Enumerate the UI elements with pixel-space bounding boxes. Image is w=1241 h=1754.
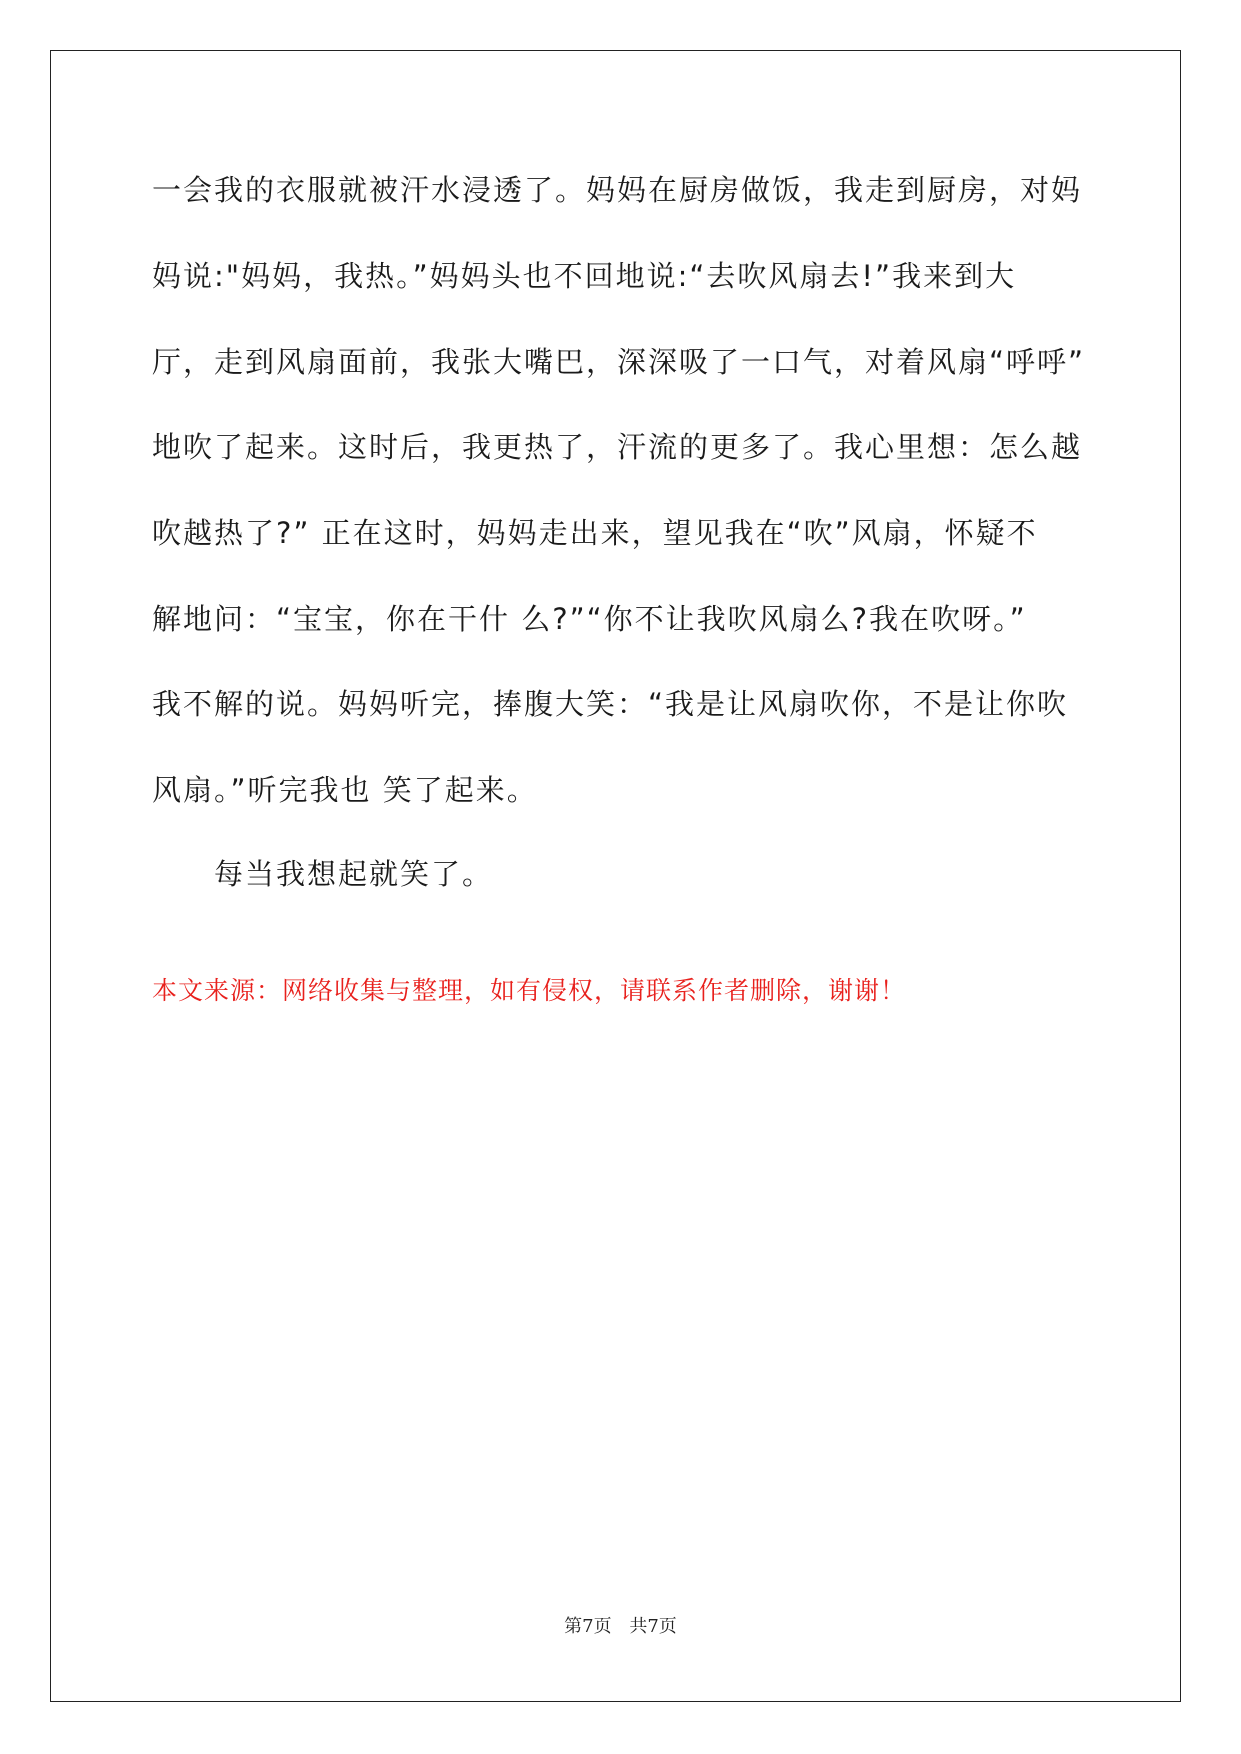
closing-paragraph: 每当我想起就笑了。 — [214, 857, 494, 891]
paragraph-line: 厅，走到风扇面前，我张大嘴巴，深深吸了一口气，对着风扇“呼呼” — [152, 345, 1086, 379]
page-footer — [0, 1618, 1241, 1636]
paragraph-line: 吹越热了?” 正在这时，妈妈走出来，望见我在“吹”风扇，怀疑不 — [152, 516, 1038, 550]
paragraph-line: 风扇。”听完我也 笑了起来。 — [152, 773, 538, 807]
paragraph-line: 妈说:"妈妈，我热。”妈妈头也不回地说:“去吹风扇去!”我来到大 — [152, 259, 1017, 293]
paragraph-line: 解地问：“宝宝，你在干什 么?”“你不让我吹风扇么?我在吹呀。” — [152, 602, 1027, 636]
paragraph-line: 一会我的衣服就被汗水浸透了。妈妈在厨房做饭，我走到厨房，对妈 — [152, 173, 1083, 207]
paragraph-line: 地吹了起来。这时后，我更热了，汗流的更多了。我心里想：怎么越 — [152, 430, 1083, 464]
current-page-label: 第7页 — [564, 1616, 612, 1637]
source-disclaimer: 本文来源：网络收集与整理，如有侵权，请联系作者删除，谢谢！ — [152, 976, 907, 1005]
total-pages-label: 共7页 — [629, 1616, 677, 1637]
paragraph-line: 我不解的说。妈妈听完，捧腹大笑：“我是让风扇吹你，不是让你吹 — [152, 687, 1069, 721]
